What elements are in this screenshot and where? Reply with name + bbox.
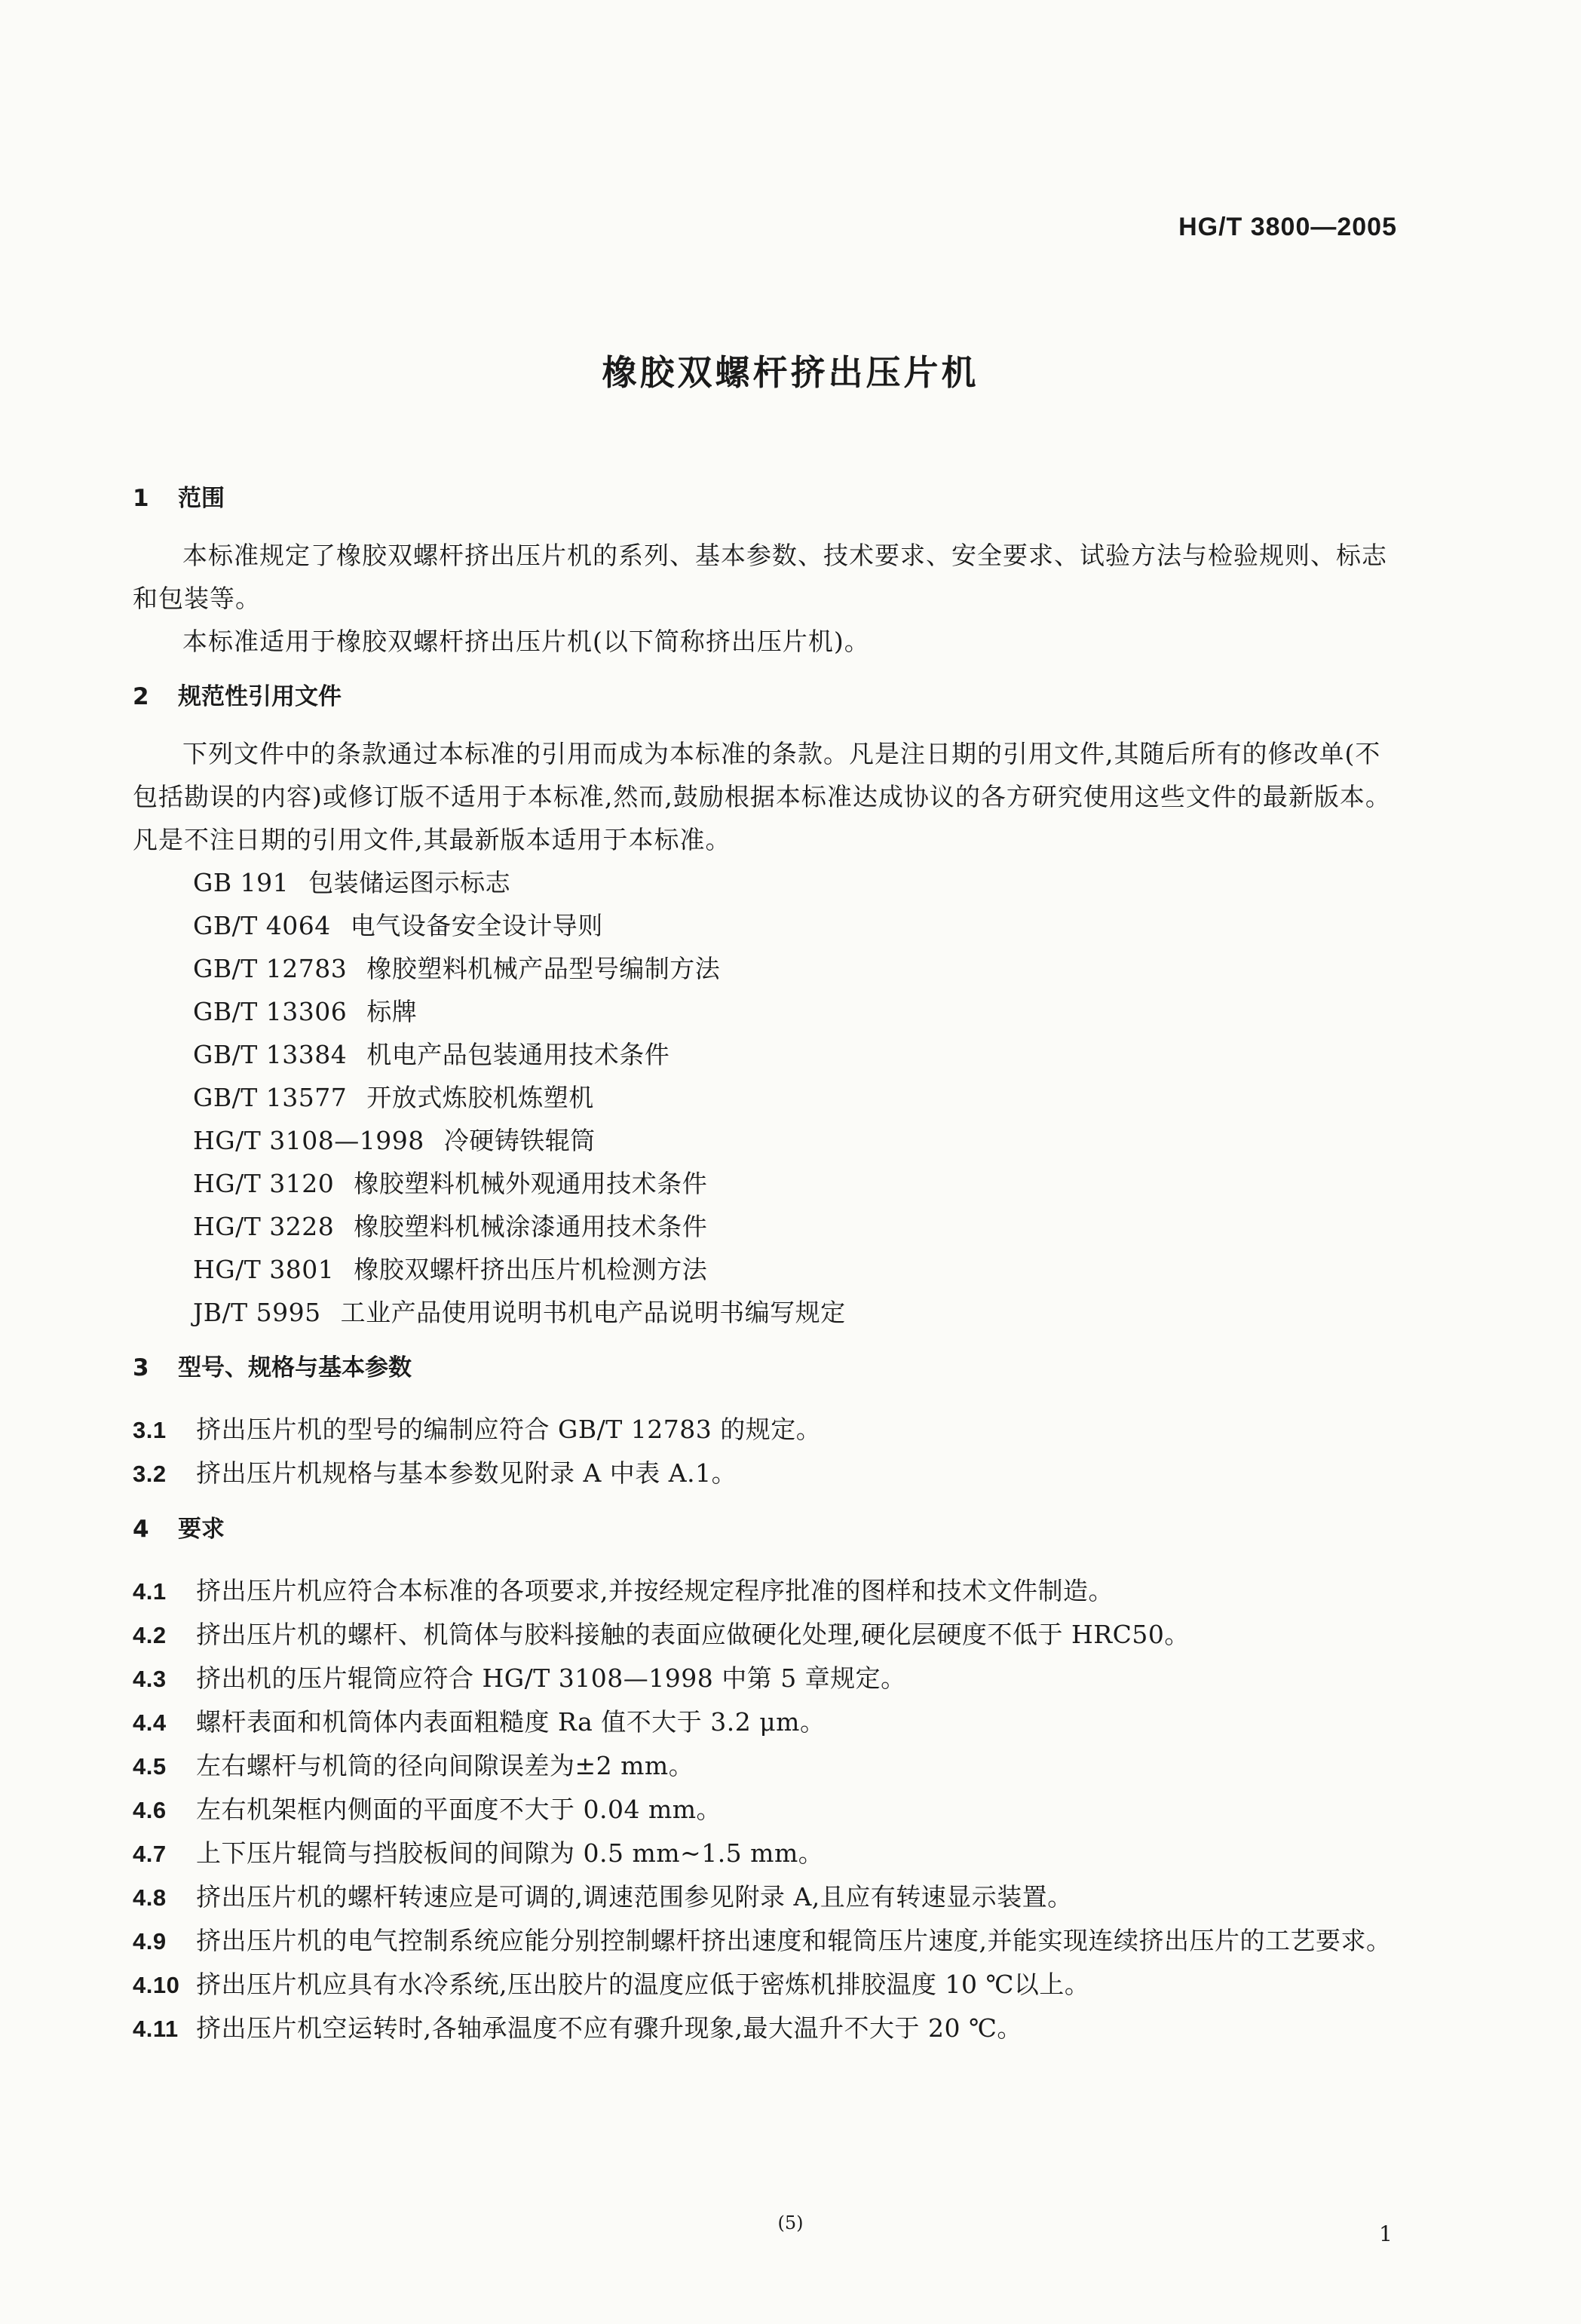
reference-list <box>133 861 1399 1334</box>
clause: 4.2 挤出压片机的螺杆、机筒体与胶料接触的表面应做硬化处理,硬化层硬度不低于 HRC50。 <box>133 1620 1190 1649</box>
section-number: 1 <box>133 485 149 512</box>
reference-item: GB/T 13577 开放式炼胶机炼塑机 <box>193 1083 594 1112</box>
clause: 4.10 挤出压片机应具有水冷系统,压出胶片的温度应低于密炼机排胶温度 10 ℃以上。 <box>133 1970 1090 1999</box>
section-heading-scope <box>133 475 1399 522</box>
clause: 4.9 挤出压片机的电气控制系统应能分别控制螺杆挤出速度和辊筒压片速度,并能实现连续挤出压片的工艺要求。 <box>133 1926 1392 1955</box>
section-number: 2 <box>133 683 149 710</box>
reference-item: GB/T 13306 标牌 <box>193 997 418 1026</box>
paragraph: 本标准适用于橡胶双螺杆挤出压片机(以下简称挤出压片机)。 <box>182 627 870 656</box>
reference-item: GB/T 4064 电气设备安全设计导则 <box>193 911 603 940</box>
reference-item: HG/T 3801 橡胶双螺杆挤出压片机检测方法 <box>193 1255 708 1284</box>
section-heading-models <box>133 1344 1399 1391</box>
document-body <box>133 475 1399 2050</box>
section-title: 型号、规格与基本参数 <box>178 1354 412 1381</box>
reference-item: GB/T 12783 橡胶塑料机械产品型号编制方法 <box>193 954 721 983</box>
paragraph: 本标准规定了橡胶双螺杆挤出压片机的系列、基本参数、技术要求、安全要求、试验方法与检验规则、标志和包装等。 <box>133 541 1387 613</box>
page-number-bracketed: (5) <box>777 2212 804 2234</box>
section-title: 要求 <box>178 1516 225 1543</box>
clause: 4.5 左右螺杆与机筒的径向间隙误差为±2 mm。 <box>133 1751 694 1780</box>
section-title: 规范性引用文件 <box>178 683 342 710</box>
section-number: 3 <box>133 1354 149 1381</box>
clause: 4.3 挤出机的压片辊筒应符合 HG/T 3108—1998 中第 5 章规定。 <box>133 1663 906 1693</box>
reference-item: HG/T 3120 橡胶塑料机械外观通用技术条件 <box>193 1169 708 1198</box>
section-number: 4 <box>133 1516 149 1543</box>
clause: 4.11 挤出压片机空运转时,各轴承温度不应有骤升现象,最大温升不大于 20 ℃。 <box>133 2013 1022 2043</box>
standard-code: HG/T 3800—2005 <box>1178 213 1397 241</box>
clause: 3.2 挤出压片机规格与基本参数见附录 A 中表 A.1。 <box>133 1458 737 1488</box>
clause: 4.6 左右机架框内侧面的平面度不大于 0.04 mm。 <box>133 1795 722 1824</box>
reference-item: GB 191 包装储运图示标志 <box>193 868 511 897</box>
page-number: 1 <box>1379 2221 1393 2246</box>
clause: 3.1 挤出压片机的型号的编制应符合 GB/T 12783 的规定。 <box>133 1415 822 1444</box>
paragraph: 下列文件中的条款通过本标准的引用而成为本标准的条款。凡是注日期的引用文件,其随后所有的修改单(不包括勘误的内容)或修订版不适用于本标准,然而,鼓励根据本标准达成协议的各方研究使用这些文件的最新版本。凡是不注日期的引用文件,其最新版本适用于本标准。 <box>133 739 1391 854</box>
reference-item: JB/T 5995 工业产品使用说明书机电产品说明书编写规定 <box>193 1298 846 1327</box>
reference-item: GB/T 13384 机电产品包装通用技术条件 <box>193 1040 670 1069</box>
clause: 4.4 螺杆表面和机筒体内表面粗糙度 Ra 值不大于 3.2 μm。 <box>133 1707 826 1737</box>
reference-item: HG/T 3108—1998 冷硬铸铁辊筒 <box>193 1126 596 1155</box>
document-title: 橡胶双螺杆挤出压片机 <box>602 352 979 393</box>
section-heading-references <box>133 673 1399 720</box>
section-heading-requirements <box>133 1506 1399 1553</box>
clause: 4.8 挤出压片机的螺杆转速应是可调的,调速范围参见附录 A,且应有转速显示装置。 <box>133 1882 1073 1912</box>
clause: 4.1 挤出压片机应符合本标准的各项要求,并按经规定程序批准的图样和技术文件制造。 <box>133 1576 1114 1605</box>
section-title: 范围 <box>178 485 225 512</box>
clause: 4.7 上下压片辊筒与挡胶板间的间隙为 0.5 mm~1.5 mm。 <box>133 1838 824 1868</box>
reference-item: HG/T 3228 橡胶塑料机械涂漆通用技术条件 <box>193 1212 708 1241</box>
